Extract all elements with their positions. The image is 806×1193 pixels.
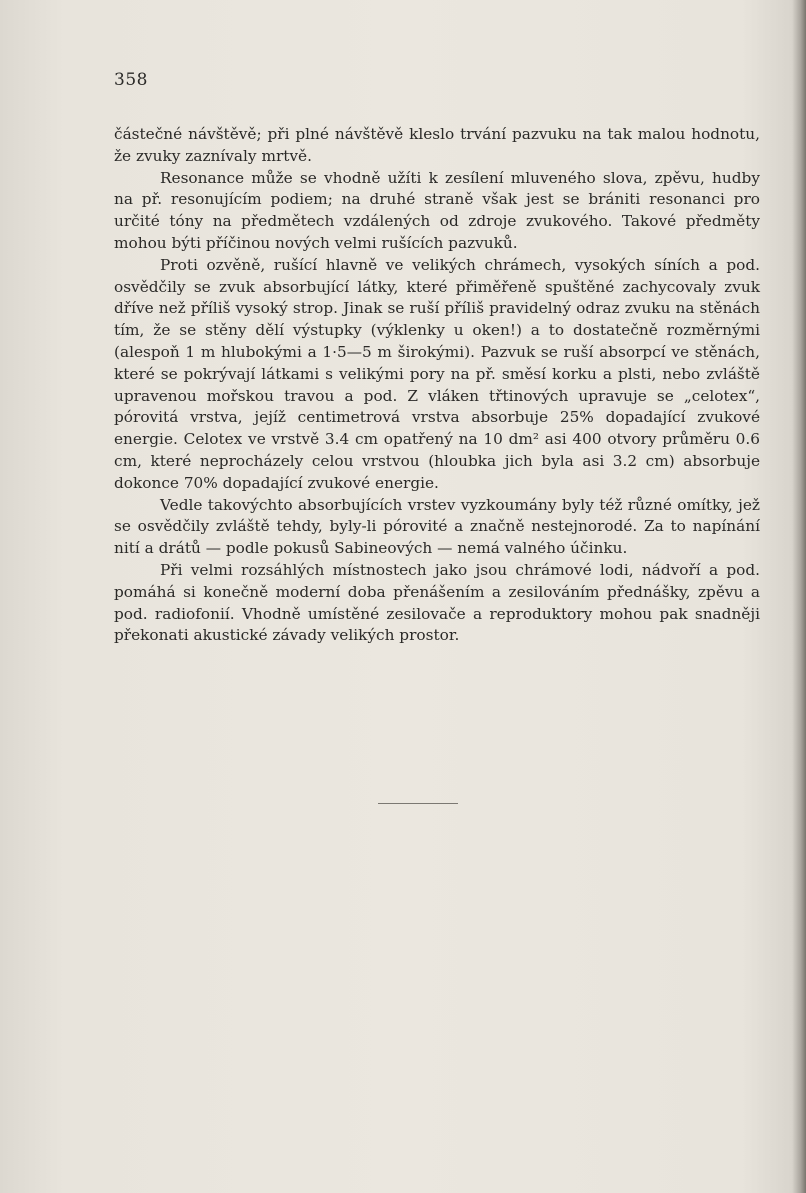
paragraph-large-rooms: Při velmi rozsáhlých místnostech jako jsou chrámové lodi, nádvoří a pod. pomáhá si konečně moderní doba přenášením a zesilováním přednášky, zpěvu a pod. radiofonií. Vhodně umístěné zesilovače a reproduktory mohou pak snadněji překonati akustické závady velikých prostor.	[114, 560, 760, 645]
paragraph-resonance: Resonance může se vhodně užíti k zesílení mluveného slova, zpěvu, hudby na př. resonujícím podiem; na druhé straně však jest se brániti resonanci pro určité tóny na předmětech vzdálených od zdroje zvukového. Takové předměty mohou býti příčinou nových velmi rušících pazvuků.	[114, 168, 760, 252]
paragraph-continuation: částečné návštěvě; při plné návštěvě kleslo trvání pazvuku na tak malou hodnotu, že zvuky zaznívaly mrtvě.	[114, 125, 760, 165]
paragraph-plasters: Vedle takovýchto absorbujících vrstev vyzkoumány byly též různé omítky, jež se osvědčily zvláště tehdy, byly-li pórovité a značně nestejnorodé. Za to napínání nití a drátů — podle pokusů Sabineových — nemá valného účinku.	[114, 495, 760, 558]
section-end-divider	[378, 803, 458, 804]
page-edge-shadow	[792, 0, 806, 1193]
page-number: 358	[114, 70, 148, 90]
paragraph-echo: Proti ozvěně, rušící hlavně ve velikých chrámech, vysokých síních a pod. osvědčily se zvuk absorbující látky, které přiměřeně spuštěné zachycovaly zvuk dříve než příliš vysoký strop. Jinak se ruší příliš pravidelný odraz zvuku na stěnách tím, že se stěny dělí výstupky (výklenky u oken!) a to dostatečně rozměrnými (alespoň 1 m hlubokými a 1·5—5 m širokými). Pazvuk se ruší absorpcí ve stěnách, které se pokrývají látkami s velikými pory na př. směsí korku a plsti, nebo zvláště upravenou mořskou travou a pod. Z vláken třtinových upravuje se „celotex“, pórovitá vrstva, jejíž centimetrová vrstva absorbuje 25% dopadající zvukové energie. Celotex ve vrstvě 3.4 cm opatřený na 10 dm² asi 400 otvory průměru 0.6 cm, které neprocházely celou vrstvou (hloubka jich byla asi 3.2 cm) absorbuje dokonce 70% dopadající zvukové energie.	[114, 255, 760, 492]
body-text	[114, 124, 760, 647]
